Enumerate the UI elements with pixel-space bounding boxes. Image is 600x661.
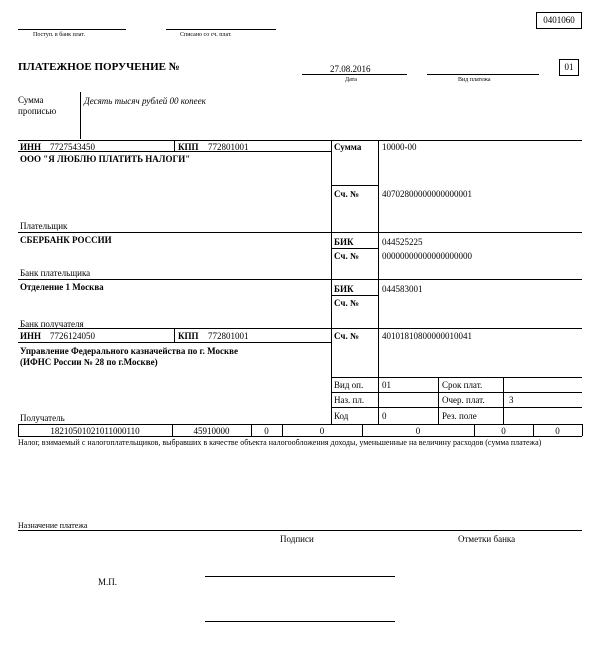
payer-account-label: Сч. № bbox=[334, 189, 360, 199]
tax-cell-line bbox=[582, 424, 583, 436]
payer-label: Плательщик bbox=[20, 221, 68, 231]
debited-line bbox=[166, 29, 276, 30]
kod: 0 bbox=[382, 411, 387, 421]
amount-label: Сумма bbox=[334, 142, 362, 152]
vid-op: 01 bbox=[382, 380, 391, 390]
form-code: 0401060 bbox=[543, 15, 575, 25]
tax-field: 0 bbox=[319, 426, 325, 436]
amount-words-label-2: прописью bbox=[18, 106, 57, 116]
recipient-inn: 7726124050 bbox=[50, 331, 95, 341]
payer-kpp-label: КПП bbox=[178, 142, 199, 152]
received-label: Поступ. в банк плат. bbox=[33, 32, 85, 38]
received-line bbox=[18, 29, 126, 30]
row-line bbox=[331, 377, 582, 378]
recipient-account-label: Сч. № bbox=[334, 331, 360, 341]
tax-field: 0 bbox=[264, 426, 269, 436]
row-line bbox=[331, 392, 582, 393]
row-line bbox=[331, 407, 582, 408]
payer-bik-label: БИК bbox=[334, 237, 354, 247]
recipient-name-line1: Управление Федерального казначейства по г. Москве bbox=[20, 346, 238, 356]
recipient-kpp-label: КПП bbox=[178, 331, 199, 341]
signature-line-1 bbox=[205, 576, 395, 577]
tax-field: 0 bbox=[555, 426, 560, 436]
payer-corr-account-label: Сч. № bbox=[334, 251, 360, 261]
debited-label: Списано со сч. плат. bbox=[180, 32, 232, 38]
recipient-corr-account-label: Сч. № bbox=[334, 298, 360, 308]
rez-pole-label: Рез. поле bbox=[442, 411, 477, 421]
recipient-name-line2: (ИФНС России № 28 по г.Москве) bbox=[20, 357, 158, 367]
recipient-label: Получатель bbox=[20, 413, 65, 423]
column-line bbox=[503, 377, 504, 424]
row-line bbox=[18, 140, 582, 141]
tax-field: 0 bbox=[415, 426, 421, 436]
payment-type-line bbox=[427, 74, 539, 75]
vid-op-label: Вид оп. bbox=[334, 380, 364, 390]
row-line bbox=[18, 328, 582, 329]
ocher-plat: 3 bbox=[509, 395, 514, 405]
amount-value: 10000-00 bbox=[382, 142, 417, 152]
payer-bank-name: СБЕРБАНК РОССИИ bbox=[20, 235, 112, 245]
recipient-bik: 044583001 bbox=[382, 284, 423, 294]
recipient-inn-label: ИНН bbox=[20, 331, 42, 341]
signature-line-2 bbox=[205, 621, 395, 622]
stamp-label: М.П. bbox=[98, 577, 118, 587]
column-line bbox=[378, 140, 379, 424]
document-title: ПЛАТЕЖНОЕ ПОРУЧЕНИЕ № bbox=[18, 61, 180, 73]
payer-inn: 7727543450 bbox=[50, 142, 95, 152]
tax-field: 0 bbox=[501, 426, 506, 436]
ocher-plat-label: Очер. плат. bbox=[442, 395, 485, 405]
payer-corr-account: 00000000000000000000 bbox=[382, 251, 472, 261]
recipient-bank-label: Банк получателя bbox=[20, 319, 84, 329]
payment-purpose: Налог, взимаемый с налогоплательщиков, выбравших в качестве объекта налогообложения доходы, уменьшенные на величину расходов (сумма платежа) bbox=[18, 438, 542, 447]
amount-words-divider bbox=[80, 92, 81, 139]
row-line bbox=[18, 342, 331, 343]
recipient-bank-name: Отделение 1 Москва bbox=[20, 282, 104, 292]
amount-words-label-1: Сумма bbox=[18, 95, 44, 105]
payer-status: 01 bbox=[564, 62, 574, 72]
payer-name: ООО "Я ЛЮБЛЮ ПЛАТИТЬ НАЛОГИ" bbox=[20, 154, 191, 164]
payer-inn-label: ИНН bbox=[20, 142, 42, 152]
row-line bbox=[331, 295, 378, 296]
column-line bbox=[438, 377, 439, 424]
form-code-box bbox=[536, 12, 582, 29]
tax-field-kbk: 18210501021011000110 bbox=[50, 426, 140, 436]
row-line bbox=[18, 279, 582, 280]
date-value: 27.08.2016 bbox=[330, 64, 371, 74]
payment-type-label: Вид платежа bbox=[458, 77, 491, 83]
recipient-kpp: 772801001 bbox=[208, 331, 249, 341]
purpose-label: Назначение платежа bbox=[18, 521, 88, 530]
payer-kpp: 772801001 bbox=[208, 142, 249, 152]
payer-bank-label: Банк плательщика bbox=[20, 268, 91, 278]
row-line bbox=[18, 436, 582, 437]
payer-status-box bbox=[559, 59, 579, 76]
srok-plat-label: Срок плат. bbox=[442, 380, 483, 390]
row-line bbox=[331, 185, 378, 186]
recipient-account: 40101810800000010041 bbox=[382, 331, 472, 341]
payer-account: 40702800000000000001 bbox=[382, 189, 472, 199]
date-label: Дата bbox=[345, 77, 357, 83]
column-line bbox=[174, 140, 175, 151]
recipient-bik-label: БИК bbox=[334, 284, 354, 294]
naz-pl-label: Наз. пл. bbox=[334, 395, 365, 405]
row-line bbox=[18, 424, 582, 425]
purpose-line bbox=[18, 530, 582, 531]
kod-label: Код bbox=[334, 411, 349, 421]
signatures-label: Подписи bbox=[280, 534, 314, 544]
column-line bbox=[174, 328, 175, 342]
payer-bik: 044525225 bbox=[382, 237, 423, 247]
date-line bbox=[302, 74, 407, 75]
column-line bbox=[331, 140, 332, 424]
bank-marks-label: Отметки банка bbox=[458, 534, 516, 544]
tax-field-oktmo: 45910000 bbox=[193, 426, 230, 436]
amount-words: Десять тысяч рублей 00 копеек bbox=[84, 96, 206, 106]
row-line bbox=[18, 232, 582, 233]
row-line bbox=[331, 248, 378, 249]
tax-cell-line bbox=[18, 424, 19, 436]
